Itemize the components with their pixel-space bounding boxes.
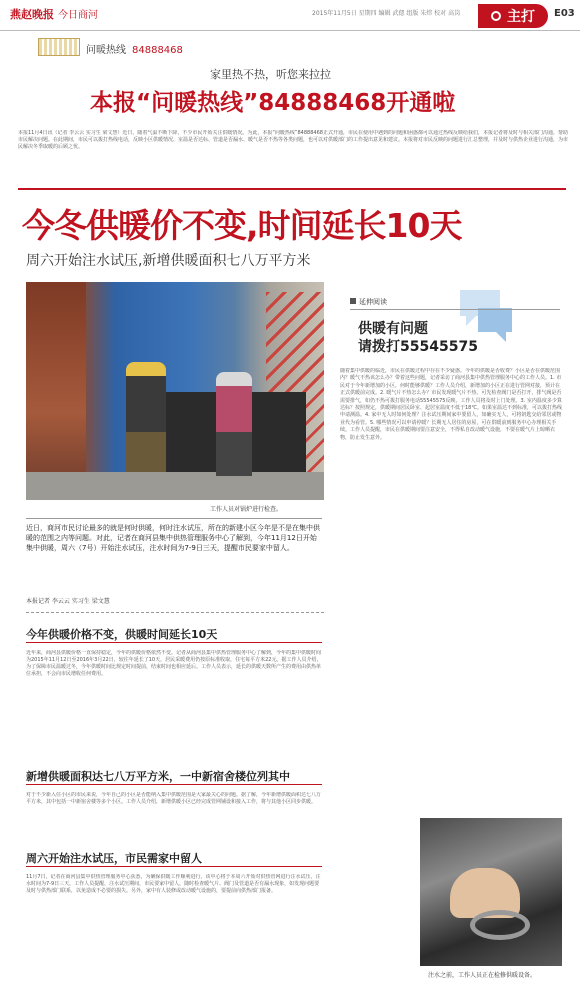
sidebar-tab-label: 延伸阅读 xyxy=(359,298,387,306)
section-tab-label: 主打 xyxy=(507,9,535,25)
section-rule xyxy=(26,642,322,643)
story2-subhead: 周六开始注水试压,新增供暖面积七八万平方米 xyxy=(26,253,311,269)
story2-headline: 今冬供暖价不变,时间延长10天 xyxy=(22,206,462,245)
page-number: E03 xyxy=(554,8,575,19)
square-bullet-icon xyxy=(350,298,356,304)
sidebar-tab xyxy=(350,297,560,310)
masthead-sub: 今日商河 xyxy=(58,10,98,21)
section-rule xyxy=(26,866,322,867)
section-body xyxy=(26,792,322,844)
story1-body xyxy=(18,130,570,182)
story2-byline: 本报记者 李云云 实习生 梁文慧 xyxy=(26,598,110,605)
section-body xyxy=(26,650,322,762)
section-heading: 周六开始注水试压，市民需家中留人 xyxy=(26,852,202,865)
hotline-label: 问暖热线 xyxy=(86,45,126,56)
sidebar-title: 供暖有问题 xyxy=(358,321,428,337)
section-body-text: 对于不少新入住小区的市民来说，今年自己的小区是否能纳入集中供暖范围是大家最关心的问题。据了解，今年新增供暖面积达七八万平方米，其中包括一中新宿舍楼等多个小区。工作人员介绍，新增供暖小区已经完成管网铺设和接入工作，将与其他小区同步供暖。 xyxy=(26,792,322,805)
section-rule xyxy=(26,784,322,785)
divider-rule xyxy=(18,188,566,190)
masthead-title: 燕赵晚报 xyxy=(10,8,54,21)
story1-kicker: 家里热不热，听您来拉拉 xyxy=(210,68,331,81)
section-body-text: 近年来，商河县供暖价格一直保持稳定，今年的供暖价格依然不变。记者从商河县集中供热管理服务中心了解到，今年的集中供暖时间为2015年11月12日至2016年3月22日，较往年延长了10天，居民采暖费用仍按原标准收取，住宅每平方米22元。据工作人员介绍，为了保障市民温暖过冬，今年供暖时间比规定时间提前，结束时间也相应延后。工作人员表示，延长的供暖天数所产生的费用由供热单位承担，不会向市民增收任何费用。 xyxy=(26,650,322,677)
story1-headline: 本报“问暖热线”84888468开通啦 xyxy=(90,90,456,116)
sidebar-photo-caption: 注水之前，工作人员正在检修供暖设备。 xyxy=(428,972,537,979)
section-body-text: 11月7日，记者在商河县集中供热管理服务中心获悉，为确保供暖工作顺利进行，该中心将于本周六开始对供热管网进行注水试压，注水时间为7-9日三天。工作人员提醒，注水试压期间，市民要家中留人，随时检查暖气片、阀门及管道是否有漏水现象，如发现问题要及时与供热部门联系，以免造成不必要的损失。另外，家中有人装修或改动暖气设施的，要提前向供热部门报备。 xyxy=(26,874,321,894)
masthead xyxy=(10,6,98,22)
sidebar-title-phone: 请拨打55545575 xyxy=(358,339,478,355)
boiler-room-photo xyxy=(26,282,324,500)
maintenance-photo xyxy=(420,818,562,966)
hotline-badge-icon xyxy=(38,38,80,56)
story1-body-text: 本报11月4日讯（记者 李云云 实习生 梁文慧）近日，随着气温不断下降，不少市民开始关注供暖情况。为此，本报“问暖热线”84888468正式开通，市民在使用中遇到的问题和困惑都可以通过热线反映给我们，本报记者将及时与相关部门沟通，帮助市民解决问题。在此期间，市民可以拨打热线电话，反映小区供暖情况、室温是否达标、管道是否漏水、暖气是否不热等各类问题，也可以对供暖部门的工作提出意见和建议。本报将对市民反映的问题进行汇总整理，并及时与供热企业进行沟通，为市民解决冬季取暖的后顾之忧。 xyxy=(18,130,569,150)
top-rule xyxy=(0,30,580,31)
dashed-divider xyxy=(26,612,324,613)
section-heading: 今年供暖价格不变，供暖时间延长10天 xyxy=(26,628,218,641)
sidebar-body xyxy=(340,368,564,808)
section-tab xyxy=(478,4,548,28)
section-body xyxy=(26,874,322,974)
hotline-banner xyxy=(86,41,183,56)
hotline-number: 84888468 xyxy=(132,45,183,56)
story2-lede: 近日，商河市民讨论最多的就是何时供暖，何时注水试压，所在的新建小区今年是不是在集中供暖的范围之内等问题。对此，记者在商河县集中供热管理服务中心了解到，今年11月12日开始集中供暖，周六（7号）开始注水试压，注水时间为7-9日三天，提醒市民要家中留人。 xyxy=(26,518,322,578)
sidebar-body-text: 随着集中供暖的临近，市民在供暖过程中存在不少疑惑。今年的供暖是否收费？小区是否在供暖范围内？暖气不热该怎么办？带着这些问题，记者采访了商河县集中供热管理服务中心的工作人员。1. 市民对于今年新增加的小区，何时能够供暖？工作人员介绍，新增加的小区正在进行管网对接，预计在正式供暖前完成。2. 暖气片不热怎么办？市民发现暖气片不热，可先检查阀门是否打开，排气阀是否需要排气，如仍不热可拨打服务电话55545575反映，工作人员将及时上门处理。3. 室内温度多少算达标？按照规定，供暖期间居民卧室、起居室温度不低于18℃。如果室温达不到标准，可以拨打热线申请测温。4. 家中无人时如何处理？注水试压期间家中要留人，如确实无人，可将钥匙交给邻居或物业代为看管。5. 哪些情况可以申请停暖？长期无人居住的房屋，可在供暖前到服务中心办理相关手续。工作人员提醒，市民在供暖期间要注意安全，不得私自改动暖气设施，不要在暖气片上晾晒衣物，防止发生意外。 xyxy=(340,368,562,441)
section-mark-icon xyxy=(491,11,501,21)
section-heading: 新增供暖面积达七八万平方米，一中新宿舍楼位列其中 xyxy=(26,770,290,783)
header-meta: 2015年11月5日 星期四 编辑 武偲 组版 朱炜 校对 高岗 xyxy=(312,10,461,17)
photo-caption: 工作人员对锅炉进行检查。 xyxy=(210,506,283,513)
